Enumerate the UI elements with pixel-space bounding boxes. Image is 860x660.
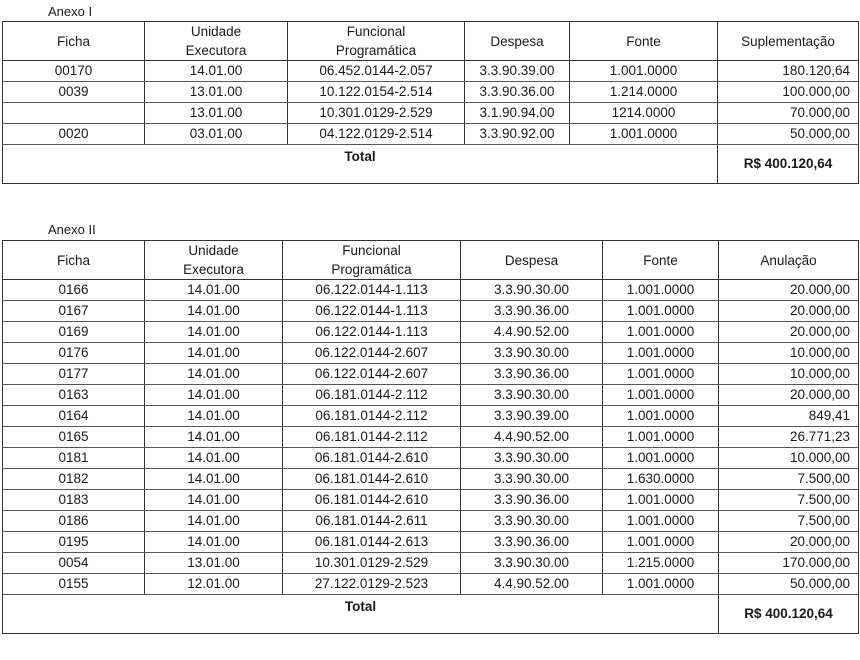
cell-despesa: 3.3.90.39.00 <box>461 406 603 427</box>
table-row <box>3 553 859 574</box>
cell-ficha: 0176 <box>3 343 145 364</box>
cell-unidade-executora: 14.01.00 <box>145 301 283 322</box>
cell-unidade-executora: 12.01.00 <box>145 574 283 595</box>
total-value: R$ 400.120,64 <box>718 145 859 184</box>
cell-valor: 180.120,64 <box>718 61 859 82</box>
cell-valor: 26.771,23 <box>719 427 859 448</box>
total-label: Total <box>3 145 718 184</box>
table-row <box>3 82 859 103</box>
header-anulacao: Anulação <box>719 241 859 280</box>
table-row <box>3 301 859 322</box>
cell-fonte: 1.630.0000 <box>603 469 719 490</box>
cell-funcional-programatica: 06.181.0144-2.611 <box>283 511 461 532</box>
cell-valor: 10.000,00 <box>719 364 859 385</box>
cell-unidade-executora: 14.01.00 <box>145 364 283 385</box>
cell-unidade-executora: 14.01.00 <box>145 511 283 532</box>
cell-fonte: 1.001.0000 <box>603 490 719 511</box>
cell-fonte: 1.001.0000 <box>603 301 719 322</box>
cell-despesa: 3.3.90.30.00 <box>461 448 603 469</box>
cell-unidade-executora: 14.01.00 <box>145 385 283 406</box>
cell-funcional-programatica: 10.301.0129-2.529 <box>283 553 461 574</box>
cell-valor: 7.500,00 <box>719 511 859 532</box>
table-row <box>3 280 859 301</box>
header-funcional-programatica: Funcional Programática <box>288 22 465 61</box>
header-funcional-programatica: Funcional Programática <box>283 241 461 280</box>
cell-ficha: 0186 <box>3 511 145 532</box>
header-fonte: Fonte <box>603 241 719 280</box>
cell-despesa: 3.3.90.92.00 <box>465 124 570 145</box>
cell-unidade-executora: 14.01.00 <box>145 448 283 469</box>
cell-ficha: 0169 <box>3 322 145 343</box>
cell-ficha: 0177 <box>3 364 145 385</box>
cell-ficha: 0167 <box>3 301 145 322</box>
table-row <box>3 61 859 82</box>
cell-fonte: 1.001.0000 <box>603 427 719 448</box>
cell-funcional-programatica: 10.122.0154-2.514 <box>288 82 465 103</box>
cell-funcional-programatica: 06.122.0144-2.607 <box>283 343 461 364</box>
cell-funcional-programatica: 06.181.0144-2.610 <box>283 490 461 511</box>
cell-despesa: 4.4.90.52.00 <box>461 322 603 343</box>
cell-fonte: 1214.0000 <box>570 103 718 124</box>
cell-fonte: 1.001.0000 <box>603 574 719 595</box>
cell-despesa: 3.3.90.30.00 <box>461 280 603 301</box>
total-value: R$ 400.120,64 <box>719 595 859 634</box>
cell-fonte: 1.001.0000 <box>603 322 719 343</box>
table-row <box>3 469 859 490</box>
cell-unidade-executora: 13.01.00 <box>145 553 283 574</box>
cell-unidade-executora: 14.01.00 <box>145 406 283 427</box>
annex-1-table <box>2 21 859 184</box>
cell-despesa: 4.4.90.52.00 <box>461 574 603 595</box>
cell-ficha: 0166 <box>3 280 145 301</box>
cell-despesa: 3.3.90.36.00 <box>461 532 603 553</box>
cell-fonte: 1.001.0000 <box>603 532 719 553</box>
header-unidade-executora: Unidade Executora <box>145 241 283 280</box>
cell-unidade-executora: 14.01.00 <box>145 61 288 82</box>
cell-funcional-programatica: 04.122.0129-2.514 <box>288 124 465 145</box>
cell-despesa: 3.3.90.30.00 <box>461 343 603 364</box>
cell-despesa: 3.3.90.36.00 <box>461 490 603 511</box>
cell-valor: 20.000,00 <box>719 385 859 406</box>
cell-funcional-programatica: 06.122.0144-1.113 <box>283 301 461 322</box>
cell-fonte: 1.001.0000 <box>603 385 719 406</box>
cell-fonte: 1.001.0000 <box>570 124 718 145</box>
annex-2-label: Anexo II <box>48 222 96 237</box>
cell-despesa: 3.3.90.36.00 <box>465 82 570 103</box>
cell-funcional-programatica: 06.452.0144-2.057 <box>288 61 465 82</box>
total-row <box>3 145 859 184</box>
cell-fonte: 1.001.0000 <box>603 406 719 427</box>
table-row <box>3 103 859 124</box>
cell-fonte: 1.001.0000 <box>603 511 719 532</box>
cell-valor: 50.000,00 <box>719 574 859 595</box>
annex-2-table <box>2 240 859 634</box>
cell-despesa: 3.3.90.39.00 <box>465 61 570 82</box>
header-ficha: Ficha <box>3 241 145 280</box>
cell-ficha: 0155 <box>3 574 145 595</box>
cell-fonte: 1.214.0000 <box>570 82 718 103</box>
cell-unidade-executora: 14.01.00 <box>145 469 283 490</box>
table-row <box>3 490 859 511</box>
cell-valor: 7.500,00 <box>719 469 859 490</box>
header-despesa: Despesa <box>461 241 603 280</box>
cell-unidade-executora: 14.01.00 <box>145 532 283 553</box>
header-row <box>3 22 859 61</box>
cell-funcional-programatica: 06.181.0144-2.112 <box>283 406 461 427</box>
cell-ficha: 0182 <box>3 469 145 490</box>
cell-funcional-programatica: 06.181.0144-2.112 <box>283 385 461 406</box>
cell-ficha: 0163 <box>3 385 145 406</box>
table-row <box>3 511 859 532</box>
table-row <box>3 322 859 343</box>
table-row <box>3 406 859 427</box>
cell-fonte: 1.001.0000 <box>603 280 719 301</box>
table-row <box>3 124 859 145</box>
cell-funcional-programatica: 10.301.0129-2.529 <box>288 103 465 124</box>
cell-valor: 20.000,00 <box>719 532 859 553</box>
cell-ficha: 0039 <box>3 82 145 103</box>
cell-despesa: 3.3.90.30.00 <box>461 385 603 406</box>
table-row <box>3 343 859 364</box>
cell-unidade-executora: 03.01.00 <box>145 124 288 145</box>
cell-fonte: 1.001.0000 <box>603 448 719 469</box>
cell-valor: 20.000,00 <box>719 322 859 343</box>
table-row <box>3 448 859 469</box>
cell-despesa: 3.3.90.30.00 <box>461 553 603 574</box>
cell-despesa: 3.1.90.94.00 <box>465 103 570 124</box>
cell-funcional-programatica: 06.122.0144-2.607 <box>283 364 461 385</box>
cell-ficha: 0183 <box>3 490 145 511</box>
cell-unidade-executora: 14.01.00 <box>145 280 283 301</box>
cell-funcional-programatica: 06.122.0144-1.113 <box>283 280 461 301</box>
cell-unidade-executora: 13.01.00 <box>145 82 288 103</box>
cell-funcional-programatica: 27.122.0129-2.523 <box>283 574 461 595</box>
total-row <box>3 595 859 634</box>
cell-fonte: 1.001.0000 <box>570 61 718 82</box>
cell-unidade-executora: 14.01.00 <box>145 490 283 511</box>
cell-ficha: 00170 <box>3 61 145 82</box>
header-fonte: Fonte <box>570 22 718 61</box>
cell-valor: 170.000,00 <box>719 553 859 574</box>
cell-valor: 50.000,00 <box>718 124 859 145</box>
annex-1-label: Anexo I <box>48 4 93 19</box>
cell-despesa: 4.4.90.52.00 <box>461 427 603 448</box>
cell-fonte: 1.001.0000 <box>603 343 719 364</box>
cell-unidade-executora: 14.01.00 <box>145 427 283 448</box>
cell-ficha: 0164 <box>3 406 145 427</box>
header-suplementacao: Suplementação <box>718 22 859 61</box>
cell-valor: 7.500,00 <box>719 490 859 511</box>
cell-despesa: 3.3.90.30.00 <box>461 469 603 490</box>
cell-funcional-programatica: 06.181.0144-2.610 <box>283 448 461 469</box>
cell-despesa: 3.3.90.36.00 <box>461 364 603 385</box>
total-label: Total <box>3 595 719 634</box>
cell-ficha: 0020 <box>3 124 145 145</box>
cell-despesa: 3.3.90.36.00 <box>461 301 603 322</box>
cell-fonte: 1.001.0000 <box>603 364 719 385</box>
cell-valor: 10.000,00 <box>719 343 859 364</box>
cell-ficha: 0165 <box>3 427 145 448</box>
cell-funcional-programatica: 06.181.0144-2.112 <box>283 427 461 448</box>
cell-funcional-programatica: 06.122.0144-1.113 <box>283 322 461 343</box>
table-row <box>3 574 859 595</box>
cell-valor: 10.000,00 <box>719 448 859 469</box>
cell-unidade-executora: 13.01.00 <box>145 103 288 124</box>
table-row <box>3 385 859 406</box>
cell-funcional-programatica: 06.181.0144-2.613 <box>283 532 461 553</box>
cell-valor: 20.000,00 <box>719 280 859 301</box>
cell-ficha: 0054 <box>3 553 145 574</box>
header-despesa: Despesa <box>465 22 570 61</box>
table-row <box>3 427 859 448</box>
cell-unidade-executora: 14.01.00 <box>145 322 283 343</box>
header-unidade-executora: Unidade Executora <box>145 22 288 61</box>
cell-valor: 100.000,00 <box>718 82 859 103</box>
cell-valor: 70.000,00 <box>718 103 859 124</box>
cell-valor: 849,41 <box>719 406 859 427</box>
cell-unidade-executora: 14.01.00 <box>145 343 283 364</box>
cell-valor: 20.000,00 <box>719 301 859 322</box>
cell-fonte: 1.215.0000 <box>603 553 719 574</box>
cell-ficha: 0181 <box>3 448 145 469</box>
header-row <box>3 241 859 280</box>
cell-despesa: 3.3.90.30.00 <box>461 511 603 532</box>
table-row <box>3 532 859 553</box>
header-ficha: Ficha <box>3 22 145 61</box>
table-row <box>3 364 859 385</box>
cell-ficha <box>3 103 145 124</box>
cell-funcional-programatica: 06.181.0144-2.610 <box>283 469 461 490</box>
cell-ficha: 0195 <box>3 532 145 553</box>
